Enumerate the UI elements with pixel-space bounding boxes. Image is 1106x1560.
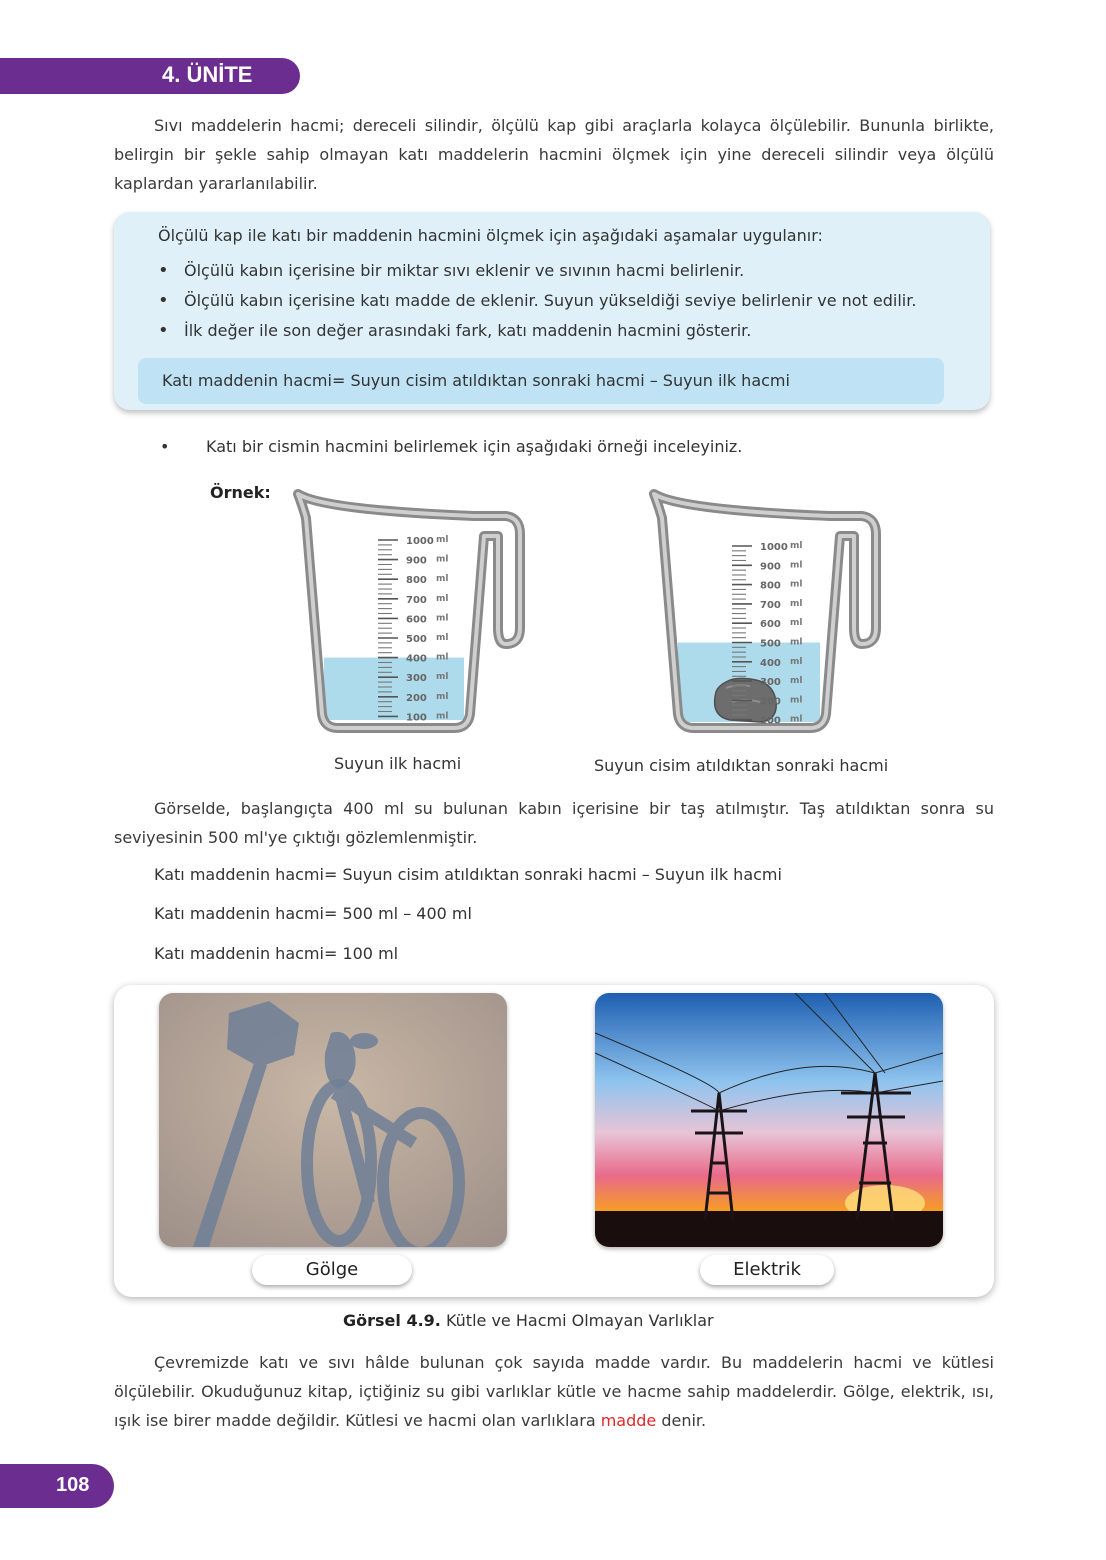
scale-label: 600 [760, 619, 781, 631]
scale-label: 100 [406, 712, 427, 724]
label-electricity: Elektrik [700, 1255, 834, 1285]
step-item: • Ölçülü kabın içerisine katı madde de eklenir. Suyun yükseldiği seviye belirlenir ve not edilir. [140, 286, 990, 316]
info-box [114, 212, 990, 410]
page-number-badge [0, 1464, 114, 1508]
info-box-intro: Ölçülü kap ile katı bir maddenin hacmini ölçmek için aşağıdaki aşamalar uygulanır: [158, 226, 823, 245]
scale-unit: ml [436, 554, 449, 565]
scale-unit: ml [436, 633, 449, 643]
unit-title: 4. ÜNİTE [162, 62, 253, 87]
beaker-initial [284, 488, 534, 748]
scale-label: 600 [406, 614, 427, 626]
scale-label: 800 [760, 580, 781, 592]
caption-initial-volume: Suyun ilk hacmi [334, 754, 462, 773]
page-number: 108 [56, 1474, 90, 1496]
step-item: • İlk değer ile son değer arasındaki fark, katı maddenin hacmini gösterir. [140, 316, 990, 346]
scale-unit: ml [436, 574, 449, 585]
scale-label: 200 [406, 692, 427, 704]
bullet-dot: • [160, 437, 170, 456]
electricity-photo [595, 993, 943, 1247]
unit-header-tab [0, 58, 300, 94]
scale-unit: ml [790, 541, 803, 551]
scale-label: 1000 [760, 542, 788, 553]
formula-box [138, 358, 944, 404]
scale-unit: ml [436, 613, 449, 624]
shadow-photo [159, 993, 507, 1247]
intro-paragraph: Sıvı maddelerin hacmi; dereceli silindir, ölçülü kap gibi araçlarla kolayca ölçülebilir. Bununla birlikte, belirgin bir şekle sahip olmayan katı maddelerin hacmini ölçmek için yine dereceli silindir veya ölçülü kaplardan yararlanılabilir. [114, 116, 994, 193]
calc-line-1: Katı maddenin hacmi= Suyun cisim atıldıktan sonraki hacmi – Suyun ilk hacmi [154, 865, 782, 884]
scale-unit: ml [790, 714, 803, 725]
scale-unit: ml [436, 711, 449, 722]
caption-final-volume: Suyun cisim atıldıktan sonraki hacmi [594, 756, 889, 775]
scale-unit: ml [790, 656, 803, 667]
scale-unit: ml [790, 598, 803, 609]
label-shadow: Gölge [252, 1255, 412, 1285]
scale-label: 400 [760, 657, 781, 669]
highlight-term: madde [600, 1411, 657, 1430]
scale-unit: ml [790, 637, 803, 648]
scale-label: 900 [760, 561, 781, 573]
scale-unit: ml [790, 618, 803, 629]
scale-unit: ml [790, 695, 803, 706]
scale-unit: ml [436, 652, 449, 663]
closing-paragraph: Çevremizde katı ve sıvı hâlde bulunan çok sayıda madde vardır. Bu maddelerin hacmi ve kütlesi ölçülebilir. Okuduğunuz kitap, içtiğiniz su gibi varlıklar kütle ve hacme sahip maddelerdir. Gölge, elektrik, ısı, ışık ise birer madde değildir. Kütlesi ve hacmi olan varlıklara madde denir. [114, 1353, 994, 1430]
explanation-paragraph: Görselde, başlangıçta 400 ml su bulunan kabın içerisine bir taş atılmıştır. Taş atıldıktan sonra su seviyesinin 500 ml'ye çıktığı gözlemlenmiştir. [114, 799, 994, 847]
calc-line-2: Katı maddenin hacmi= 500 ml – 400 ml [154, 904, 472, 923]
steps-list [140, 256, 990, 346]
scale-label: 100 [760, 715, 781, 727]
scale-unit: ml [790, 560, 803, 571]
scale-label: 700 [760, 599, 781, 611]
step-item: • Ölçülü kabın içerisine bir miktar sıvı eklenir ve sıvının hacmi belirlenir. [140, 256, 990, 286]
scale-label: 1000 [406, 536, 434, 547]
scale-unit: ml [436, 691, 449, 702]
scale-label: 700 [406, 594, 427, 606]
scale-unit: ml [436, 672, 449, 683]
calc-line-3: Katı maddenin hacmi= 100 ml [154, 944, 399, 963]
scale-label: 500 [406, 634, 427, 645]
scale-unit: ml [436, 593, 449, 604]
scale-label: 400 [406, 653, 427, 665]
scale-label: 500 [760, 638, 781, 650]
scale-label: 800 [406, 575, 427, 587]
scale-unit: ml [436, 535, 449, 545]
scale-unit: ml [790, 676, 803, 687]
formula-text: Katı maddenin hacmi= Suyun cisim atıldıktan sonraki hacmi – Suyun ilk hacmi [162, 371, 790, 390]
scale-unit: ml [790, 579, 803, 590]
scale-label: 300 [760, 677, 781, 689]
scale-label: 900 [406, 555, 427, 567]
photo-panel [114, 985, 994, 1297]
figure-caption: Görsel 4.9. Kütle ve Hacmi Olmayan Varlıklar [343, 1311, 714, 1330]
beaker-after [640, 488, 890, 748]
example-label: Örnek: [210, 483, 271, 502]
scale-label: 300 [406, 673, 427, 685]
scale-label: 200 [760, 696, 781, 708]
